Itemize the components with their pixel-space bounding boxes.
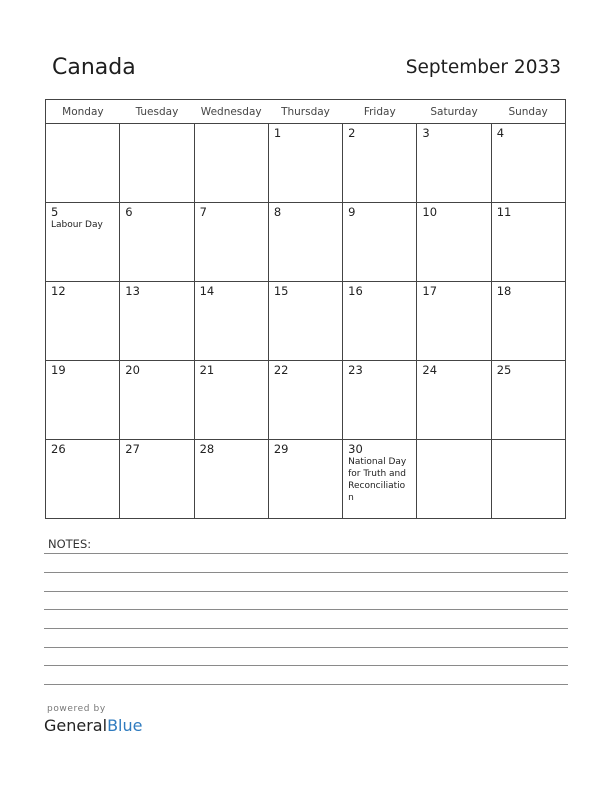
day-number: 2 [348,126,356,140]
day-cell [268,361,342,440]
day-cell [491,124,565,203]
weekday-header: Thursday [268,100,342,124]
day-cell [268,282,342,361]
note-line [44,572,568,573]
month-year-title: September 2033 [405,57,561,78]
note-line [44,591,568,592]
day-cell [417,124,491,203]
day-cell [491,203,565,282]
day-cell [46,124,120,203]
country-title: Canada [52,55,136,80]
day-number: 29 [273,442,289,456]
notes-label: NOTES: [48,537,92,551]
day-number: 7 [199,205,207,219]
note-line [44,647,568,648]
weekday-header: Friday [343,100,417,124]
day-number: 24 [422,363,438,377]
day-number: 5 [51,205,59,219]
day-cell [120,440,194,519]
day-cell [194,203,268,282]
holiday-label: Labour Day [51,220,103,230]
day-number: 4 [496,126,505,140]
note-line [44,553,568,554]
weekday-header: Monday [46,100,120,124]
day-number: 23 [348,363,363,377]
day-cell [417,440,491,519]
holiday-label: National Day for Truth and Reconciliatio n [348,457,407,503]
day-cell [417,282,491,361]
day-number: 28 [199,442,215,456]
weekday-header: Sunday [491,100,565,124]
brand-logo [44,716,142,735]
week-row [46,124,566,203]
day-cell [417,361,491,440]
powered-by-text: powered by [47,704,106,714]
day-cell [491,282,565,361]
day-number: 8 [273,205,282,219]
day-number: 17 [422,284,438,298]
day-number: 16 [348,284,363,298]
day-cell [120,361,194,440]
day-cell [343,124,417,203]
day-cell [268,124,342,203]
day-number: 22 [273,363,289,377]
day-cell [417,203,491,282]
day-number: 27 [125,442,140,456]
day-cell [120,203,194,282]
day-number: 6 [125,205,133,219]
day-number: 11 [496,205,512,219]
day-cell [194,361,268,440]
week-row [46,282,566,361]
day-cell [194,124,268,203]
note-line [44,628,568,629]
note-line [44,684,568,685]
day-cell [46,440,120,519]
day-number: 26 [51,442,66,456]
week-row [46,440,566,519]
day-cell [120,124,194,203]
day-cell [46,203,120,282]
day-number: 21 [199,363,215,377]
day-number: 19 [51,363,66,377]
day-cell [194,440,268,519]
day-cell [46,282,120,361]
day-number: 14 [199,284,215,298]
day-number: 9 [348,205,356,219]
week-row [46,203,566,282]
day-cell [194,282,268,361]
brand-general: General [44,716,108,735]
day-cell [343,282,417,361]
weekday-header: Wednesday [194,100,268,124]
day-number: 18 [496,284,512,298]
day-cell [491,361,565,440]
day-number: 13 [125,284,140,298]
day-cell [268,440,342,519]
day-cell [491,440,565,519]
day-cell [46,361,120,440]
day-cell [120,282,194,361]
note-line [44,665,568,666]
day-cell [343,440,417,519]
day-number: 30 [348,442,363,456]
day-number: 10 [422,205,438,219]
day-number: 1 [273,126,282,140]
day-number: 15 [273,284,289,298]
note-line [44,609,568,610]
brand-blue: Blue [107,716,143,735]
weekday-header: Tuesday [120,100,194,124]
day-number: 3 [422,126,430,140]
week-row [46,361,566,440]
day-number: 25 [496,363,512,377]
day-number: 12 [51,284,66,298]
day-cell [268,203,342,282]
day-number: 20 [125,363,140,377]
day-cell [343,203,417,282]
weekday-header-row [46,100,566,124]
calendar-grid [45,99,566,519]
day-cell [343,361,417,440]
weekday-header: Saturday [417,100,491,124]
